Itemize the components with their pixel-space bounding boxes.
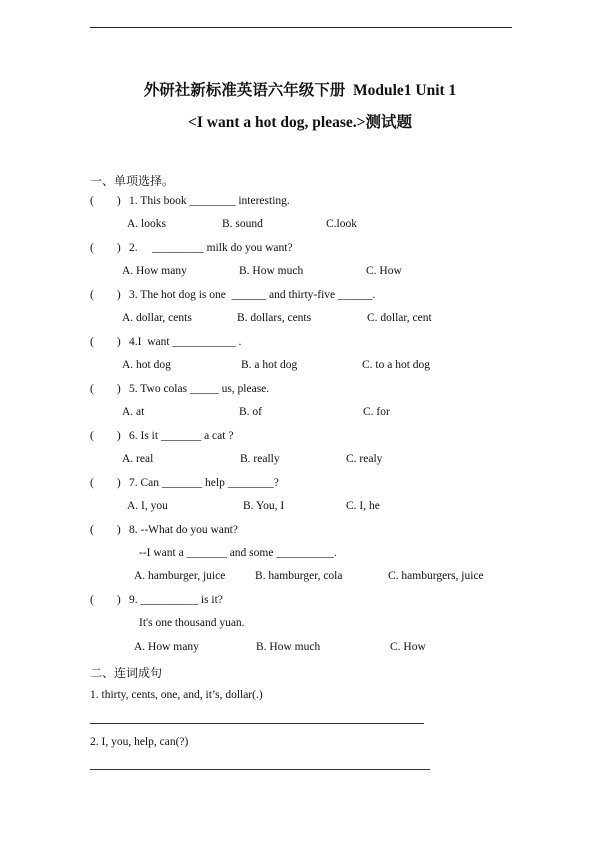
option-c: C. to a hot dog <box>362 359 431 371</box>
option-a: A. How many <box>122 265 187 277</box>
top-rule <box>90 27 512 28</box>
option-b: B. of <box>239 406 262 418</box>
option-b: B. hamburger, cola <box>255 570 343 582</box>
question-text: 2. _________ milk do you want? <box>129 242 293 254</box>
answer-paren[interactable]: ( ) <box>90 430 121 442</box>
option-a: A. at <box>122 406 145 418</box>
question-text: 1. This book ________ interesting. <box>129 195 290 207</box>
answer-line-2[interactable] <box>90 769 430 770</box>
option-c: C. realy <box>346 453 383 465</box>
option-a: A. How many <box>134 641 199 653</box>
answer-paren[interactable]: ( ) <box>90 524 121 536</box>
answer-paren[interactable]: ( ) <box>90 336 121 348</box>
option-a: A. hot dog <box>122 359 171 371</box>
question-text: 7. Can _______ help ________? <box>129 477 279 489</box>
reorder-item-1: 1. thirty, cents, one, and, it’s, dollar(.) <box>90 689 263 701</box>
question-text: 3. The hot dog is one ______ and thirty-five ______. <box>129 289 376 301</box>
answer-line-1[interactable] <box>90 723 424 724</box>
answer-paren[interactable]: ( ) <box>90 477 121 489</box>
section2-heading: 二、连词成句 <box>90 666 163 680</box>
question-text: 6. Is it _______ a cat ? <box>129 430 234 442</box>
option-b: B. How much <box>239 265 304 277</box>
option-a: A. dollar, cents <box>122 312 192 324</box>
question-subline: --I want a _______ and some __________. <box>139 547 337 559</box>
question-subline: It's one thousand yuan. <box>139 617 245 629</box>
question-text: 4.I want ___________ . <box>129 336 242 348</box>
option-b: B. really <box>240 453 280 465</box>
option-a: A. I, you <box>127 500 168 512</box>
answer-paren[interactable]: ( ) <box>90 289 121 301</box>
answer-paren[interactable]: ( ) <box>90 594 121 606</box>
option-c: C. for <box>363 406 390 418</box>
reorder-item-2: 2. I, you, help, can(?) <box>90 736 189 748</box>
answer-paren[interactable]: ( ) <box>90 383 121 395</box>
question-text: 9. __________ is it? <box>129 594 223 606</box>
option-c: C.look <box>326 218 357 230</box>
option-c: C. I, he <box>346 500 380 512</box>
option-a: A. looks <box>127 218 166 230</box>
option-c: C. How <box>390 641 426 653</box>
answer-paren[interactable]: ( ) <box>90 242 121 254</box>
option-b: B. You, I <box>243 500 285 512</box>
answer-paren[interactable]: ( ) <box>90 195 121 207</box>
option-c: C. dollar, cent <box>367 312 432 324</box>
question-text: 5. Two colas _____ us, please. <box>129 383 270 395</box>
option-b: B. a hot dog <box>241 359 298 371</box>
option-b: B. How much <box>256 641 321 653</box>
option-a: A. hamburger, juice <box>134 570 226 582</box>
option-b: B. sound <box>222 218 263 230</box>
option-a: A. real <box>122 453 154 465</box>
question-text: 8. --What do you want? <box>129 524 238 536</box>
option-c: C. hamburgers, juice <box>388 570 484 582</box>
title-line-1: 外研社新标准英语六年级下册 Module1 Unit 1 <box>143 82 457 99</box>
section1-heading: 一、单项选择。 <box>90 174 175 188</box>
title-line-2: <I want a hot dog, please.>测试题 <box>188 114 412 131</box>
option-b: B. dollars, cents <box>237 312 312 324</box>
option-c: C. How <box>366 265 402 277</box>
